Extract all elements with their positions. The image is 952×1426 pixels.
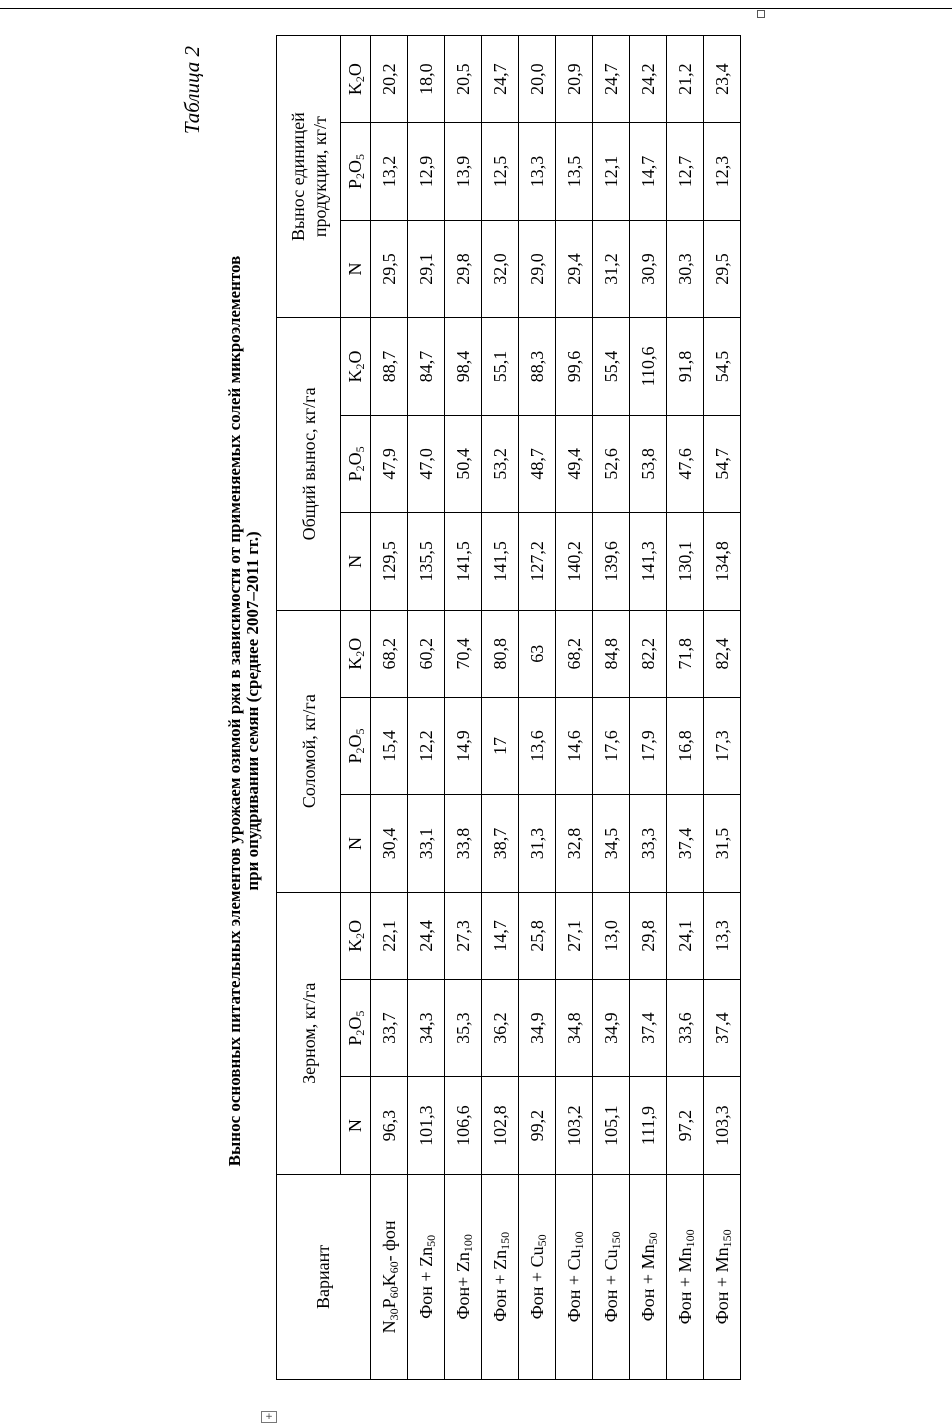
value-cell: 47,0 [408,415,445,512]
value-cell: 84,7 [408,318,445,415]
variant-prefix: Фон + Cu [526,1246,547,1320]
k-symbol: K [345,938,365,952]
value-cell: 99,6 [556,318,593,415]
subheader-p2o5 [341,415,371,512]
value-cell: 103,3 [704,1077,741,1174]
title-line-2: при опудривании семян (среднее 2007–2011 гг.) [243,531,262,891]
value-cell: 15,4 [371,697,408,794]
k-symbol: K [345,656,365,670]
table-row [482,36,519,1380]
p-subscript: 2 [353,747,367,754]
value-cell: 103,2 [556,1077,593,1174]
value-cell: 20,0 [519,36,556,123]
value-cell: 47,6 [667,415,704,512]
variant-subscript: 150 [608,1231,623,1250]
value-cell: 63 [519,610,556,697]
subheader-n-label: N [345,1119,365,1133]
value-cell: 29,0 [519,220,556,317]
variant-cell [408,1174,445,1379]
value-cell: 135,5 [408,513,445,610]
subheader-p2o5 [341,123,371,220]
variant-subscript: 50 [423,1234,438,1247]
value-cell: 20,9 [556,36,593,123]
value-cell: 27,3 [445,892,482,979]
value-cell: 12,2 [408,697,445,794]
value-cell: 29,4 [556,220,593,317]
value-cell: 13,2 [371,123,408,220]
value-cell: 14,7 [630,123,667,220]
k-symbol: K [345,369,365,383]
o-symbol: O [345,452,365,466]
value-cell: 34,9 [519,979,556,1076]
value-cell: 20,5 [445,36,482,123]
value-cell: 34,3 [408,979,445,1076]
table-move-icon[interactable]: + [261,1411,277,1423]
o-subscript: 5 [353,154,367,161]
value-cell: 88,7 [371,318,408,415]
o-subscript: 5 [353,1010,367,1017]
value-cell: 30,4 [371,795,408,892]
o-symbol: O [345,1016,365,1030]
value-cell: 55,1 [482,318,519,415]
subheader-n-label: N [345,262,365,276]
value-cell: 141,5 [482,513,519,610]
subheader-k2o [341,36,371,123]
table-row [519,36,556,1380]
o-symbol: O [345,734,365,748]
value-cell: 97,2 [667,1077,704,1174]
value-cell: 20,2 [371,36,408,123]
header-total: Общий вынос, кг/га [277,318,341,610]
value-cell: 29,8 [445,220,482,317]
value-cell: 37,4 [704,979,741,1076]
variant-cell [704,1174,741,1379]
value-cell: 52,6 [593,415,630,512]
value-cell: 29,5 [371,220,408,317]
value-cell: 55,4 [593,318,630,415]
table-row [445,36,482,1380]
value-cell: 33,1 [408,795,445,892]
value-cell: 32,0 [482,220,519,317]
value-cell: 48,7 [519,415,556,512]
value-cell: 35,3 [445,979,482,1076]
table-row [556,36,593,1380]
value-cell: 60,2 [408,610,445,697]
k-symbol: K [345,82,365,96]
value-cell: 53,8 [630,415,667,512]
value-cell: 17 [482,697,519,794]
variant-subscript: 50 [645,1232,660,1245]
value-cell: 13,0 [593,892,630,979]
subheader-n [341,1077,371,1174]
o-symbol: O [345,350,365,364]
table-caption: Таблица 2 [180,46,204,135]
value-cell: 22,1 [371,892,408,979]
value-cell: 12,1 [593,123,630,220]
value-cell: 13,3 [519,123,556,220]
top-rule [0,8,952,9]
value-cell: 32,8 [556,795,593,892]
value-cell: 29,5 [704,220,741,317]
value-cell: 30,9 [630,220,667,317]
value-cell: 84,8 [593,610,630,697]
table-row [704,36,741,1380]
value-cell: 33,8 [445,795,482,892]
variant-subscript: 100 [460,1234,475,1253]
header-variant: Вариант [277,1174,371,1379]
value-cell: 134,8 [704,513,741,610]
value-cell: 13,6 [519,697,556,794]
value-cell: 13,5 [556,123,593,220]
value-cell: 141,5 [445,513,482,610]
subheader-k2o [341,892,371,979]
value-cell: 14,9 [445,697,482,794]
value-cell: 141,3 [630,513,667,610]
variant-prefix: Фон + Mn [637,1244,658,1322]
value-cell: 80,8 [482,610,519,697]
value-cell: 14,7 [482,892,519,979]
header-row-groups [277,36,341,1380]
variant-subscript: 50 [534,1234,549,1247]
value-cell: 21,2 [667,36,704,123]
p-symbol: P [345,753,365,764]
value-cell: 34,5 [593,795,630,892]
variant-cell [556,1174,593,1379]
value-cell: 23,4 [704,36,741,123]
value-cell: 24,2 [630,36,667,123]
variant-subscript: 30 [386,1308,401,1321]
value-cell: 17,3 [704,697,741,794]
o-subscript: 5 [353,728,367,735]
value-cell: 17,9 [630,697,667,794]
o-symbol: O [345,160,365,174]
value-cell: 111,9 [630,1077,667,1174]
value-cell: 25,8 [519,892,556,979]
k-subscript: 2 [353,363,367,370]
variant-cell [593,1174,630,1379]
variant-cell [371,1174,408,1379]
table-body [371,36,741,1380]
p-subscript: 2 [353,465,367,472]
value-cell: 31,2 [593,220,630,317]
value-cell: 47,9 [371,415,408,512]
value-cell: 129,5 [371,513,408,610]
p-subscript: 2 [353,1029,367,1036]
variant-cell [630,1174,667,1379]
variant-subscript: 60 [386,1286,401,1299]
variant-prefix: Фон + Zn [415,1246,436,1319]
table-row [630,36,667,1380]
value-cell: 37,4 [630,979,667,1076]
table-row [371,36,408,1380]
p-symbol: P [345,179,365,190]
variant-subscript: 150 [497,1231,512,1250]
value-cell: 29,8 [630,892,667,979]
variant-element: P [378,1298,399,1309]
value-cell: 110,6 [630,318,667,415]
value-cell: 17,6 [593,697,630,794]
value-cell: 36,2 [482,979,519,1076]
variant-cell [482,1174,519,1379]
header-grain: Зерном, кг/га [277,892,341,1174]
value-cell: 33,7 [371,979,408,1076]
variant-prefix: Фон+ Zn [452,1252,473,1320]
value-cell: 24,7 [482,36,519,123]
p-symbol: P [345,1035,365,1046]
k-subscript: 2 [353,76,367,83]
value-cell: 33,6 [667,979,704,1076]
variant-prefix: Фон + Cu [600,1249,621,1323]
value-cell: 54,5 [704,318,741,415]
value-cell: 27,1 [556,892,593,979]
value-cell: 105,1 [593,1077,630,1174]
value-cell: 101,3 [408,1077,445,1174]
value-cell: 34,9 [593,979,630,1076]
value-cell: 49,4 [556,415,593,512]
value-cell: 12,3 [704,123,741,220]
subheader-n [341,220,371,317]
variant-prefix: N [378,1320,399,1334]
variant-subscript: 60 [386,1261,401,1274]
variant-cell [519,1174,556,1379]
variant-subscript: 100 [682,1229,697,1248]
value-cell: 34,8 [556,979,593,1076]
subheader-n-label: N [345,554,365,568]
value-cell: 24,7 [593,36,630,123]
value-cell: 98,4 [445,318,482,415]
data-table [276,35,741,1380]
value-cell: 12,7 [667,123,704,220]
variant-prefix: Фон + Mn [711,1247,732,1325]
value-cell: 53,2 [482,415,519,512]
value-cell: 82,2 [630,610,667,697]
variant-subscript: 100 [571,1231,586,1250]
p-symbol: P [345,471,365,482]
variant-cell [667,1174,704,1379]
k-subscript: 2 [353,932,367,939]
value-cell: 140,2 [556,513,593,610]
value-cell: 18,0 [408,36,445,123]
value-cell: 139,6 [593,513,630,610]
value-cell: 16,8 [667,697,704,794]
value-cell: 68,2 [371,610,408,697]
value-cell: 30,3 [667,220,704,317]
variant-prefix: Фон + Zn [489,1249,510,1322]
value-cell: 12,5 [482,123,519,220]
value-cell: 82,4 [704,610,741,697]
table-row [408,36,445,1380]
value-cell: 70,4 [445,610,482,697]
value-cell: 88,3 [519,318,556,415]
o-symbol: O [345,919,365,933]
subheader-p2o5 [341,697,371,794]
value-cell: 38,7 [482,795,519,892]
table-title [226,16,262,1406]
value-cell: 33,3 [630,795,667,892]
subheader-n [341,795,371,892]
value-cell: 31,3 [519,795,556,892]
value-cell: 24,1 [667,892,704,979]
subheader-n-label: N [345,836,365,850]
variant-cell [445,1174,482,1379]
variant-prefix: Фон + Cu [563,1249,584,1323]
subheader-n [341,513,371,610]
o-subscript: 5 [353,446,367,453]
value-cell: 96,3 [371,1077,408,1174]
variant-prefix: Фон + Mn [674,1247,695,1325]
value-cell: 106,6 [445,1077,482,1174]
value-cell: 37,4 [667,795,704,892]
value-cell: 13,3 [704,892,741,979]
value-cell: 14,6 [556,697,593,794]
variant-element: K [378,1273,399,1287]
rotated-page [180,16,760,1406]
o-symbol: O [345,637,365,651]
header-per-unit: Вынос единицей продукции, кг/т [277,36,341,318]
title-line-1: Вынос основных питательных элементов урожаем озимой ржи в зависимости от применяемых солей микроэлементов [225,255,244,1167]
k-subscript: 2 [353,650,367,657]
subheader-k2o [341,610,371,697]
value-cell: 71,8 [667,610,704,697]
value-cell: 12,9 [408,123,445,220]
value-cell: 31,5 [704,795,741,892]
value-cell: 68,2 [556,610,593,697]
variant-subscript: 150 [719,1229,734,1248]
table-row [667,36,704,1380]
subheader-p2o5 [341,979,371,1076]
value-cell: 13,9 [445,123,482,220]
value-cell: 127,2 [519,513,556,610]
p-subscript: 2 [353,173,367,180]
value-cell: 54,7 [704,415,741,512]
value-cell: 50,4 [445,415,482,512]
subheader-k2o [341,318,371,415]
value-cell: 102,8 [482,1077,519,1174]
value-cell: 91,8 [667,318,704,415]
value-cell: 24,4 [408,892,445,979]
table-row [593,36,630,1380]
variant-suffix: - фон [378,1220,399,1262]
value-cell: 29,1 [408,220,445,317]
header-straw: Соломой, кг/га [277,610,341,892]
value-cell: 130,1 [667,513,704,610]
o-symbol: O [345,63,365,77]
value-cell: 99,2 [519,1077,556,1174]
